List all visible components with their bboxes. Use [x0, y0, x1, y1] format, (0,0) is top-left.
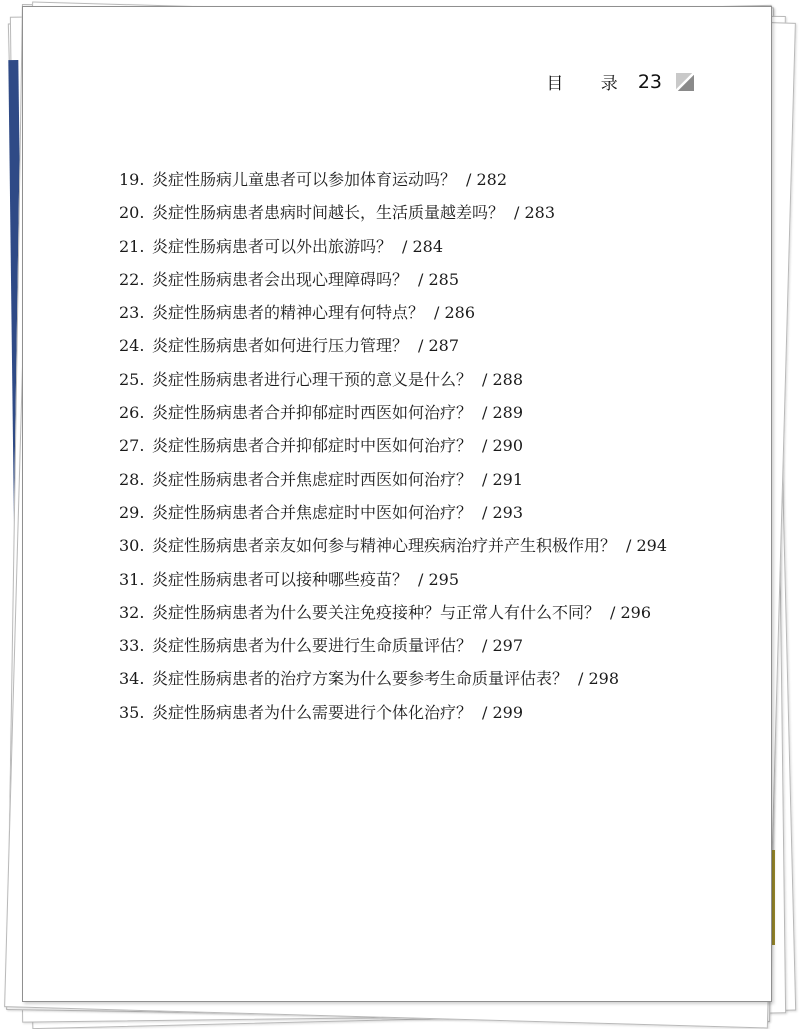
toc-entry-number: 33. — [119, 636, 145, 656]
toc-entry-title: 炎症性肠病患者合并抑郁症时西医如何治疗？ — [152, 403, 473, 423]
document-page — [22, 6, 772, 1002]
toc-entry[interactable] — [119, 296, 719, 329]
toc-entry-page: / 293 — [482, 503, 523, 522]
toc-entry-page: / 296 — [610, 603, 651, 622]
toc-entry-text — [152, 263, 719, 296]
toc-entry-text — [152, 329, 719, 362]
toc-entry-page: / 291 — [482, 470, 523, 489]
toc-entry[interactable] — [119, 629, 719, 662]
toc-entry[interactable] — [119, 363, 719, 396]
toc-entry-number: 22. — [119, 269, 145, 289]
toc-entry-number: 31. — [119, 569, 145, 589]
toc-entry-page: / 284 — [402, 237, 443, 256]
toc-entry[interactable] — [119, 396, 719, 429]
toc-entry-text — [152, 296, 719, 329]
toc-entry[interactable] — [119, 563, 719, 596]
toc-entry-text — [152, 696, 719, 729]
toc-entry-page: / 294 — [626, 536, 667, 555]
toc-entry-title: 炎症性肠病患者为什么需要进行个体化治疗？ — [152, 702, 473, 722]
toc-entry-page: / 288 — [482, 370, 523, 389]
page-corner-mark-icon — [676, 73, 694, 91]
toc-entry-text — [152, 463, 719, 496]
toc-entry-number: 35. — [119, 702, 145, 722]
toc-entry[interactable] — [119, 696, 719, 729]
toc-entry-title: 炎症性肠病患者如何进行压力管理？ — [152, 336, 409, 356]
table-of-contents — [119, 163, 719, 729]
toc-entry-title: 炎症性肠病患者可以接种哪些疫苗？ — [152, 569, 409, 589]
toc-entry-text — [152, 662, 719, 695]
toc-entry-title: 炎症性肠病患者进行心理干预的意义是什么？ — [152, 369, 473, 389]
toc-entry-text — [152, 563, 719, 596]
toc-entry-number: 29. — [119, 502, 145, 522]
toc-entry-text — [152, 363, 719, 396]
toc-entry-number: 30. — [119, 536, 145, 556]
toc-entry-page: / 283 — [514, 203, 555, 222]
toc-entry[interactable] — [119, 429, 719, 462]
toc-entry-text — [152, 196, 719, 229]
toc-entry-title: 炎症性肠病患者为什么要关注免疫接种？与正常人有什么不同？ — [152, 602, 601, 622]
toc-entry-page: / 287 — [418, 336, 459, 355]
toc-entry-number: 28. — [119, 469, 145, 489]
toc-entry[interactable] — [119, 529, 719, 562]
toc-entry-text — [152, 629, 719, 662]
toc-entry[interactable] — [119, 463, 719, 496]
toc-entry-page: / 289 — [482, 403, 523, 422]
toc-entry[interactable] — [119, 230, 719, 263]
toc-entry-title: 炎症性肠病患者患病时间越长，生活质量越差吗？ — [152, 203, 505, 223]
toc-entry-page: / 290 — [482, 436, 523, 455]
toc-entry-text — [152, 496, 719, 529]
section-title: 目 录 — [546, 74, 634, 94]
toc-entry-number: 21. — [119, 236, 145, 256]
toc-entry-text — [152, 396, 719, 429]
toc-entry-number: 23. — [119, 303, 145, 323]
toc-entry-page: / 299 — [482, 703, 523, 722]
toc-entry-title: 炎症性肠病患者合并焦虑症时西医如何治疗？ — [152, 469, 473, 489]
toc-entry-number: 20. — [119, 203, 145, 223]
toc-entry-text — [152, 596, 719, 629]
toc-entry-number: 25. — [119, 369, 145, 389]
toc-entry-page: / 298 — [578, 669, 619, 688]
toc-entry[interactable] — [119, 196, 719, 229]
page-header — [546, 69, 694, 94]
toc-entry[interactable] — [119, 596, 719, 629]
toc-entry-number: 19. — [119, 170, 145, 189]
toc-entry-title: 炎症性肠病患者可以外出旅游吗？ — [152, 236, 393, 256]
toc-entry-number: 27. — [119, 436, 145, 456]
toc-entry-number: 24. — [119, 336, 145, 356]
toc-entry[interactable] — [119, 163, 719, 196]
toc-entry-page: / 285 — [418, 270, 459, 289]
toc-entry-title: 炎症性肠病患者为什么要进行生命质量评估？ — [152, 636, 473, 656]
toc-entry-text — [152, 230, 719, 263]
toc-entry-title: 炎症性肠病儿童患者可以参加体育运动吗？ — [152, 170, 457, 189]
toc-entry[interactable] — [119, 662, 719, 695]
toc-entry-title: 炎症性肠病患者的精神心理有何特点？ — [152, 303, 425, 323]
toc-entry[interactable] — [119, 496, 719, 529]
page-number: 23 — [637, 70, 662, 93]
toc-entry-title: 炎症性肠病患者合并抑郁症时中医如何治疗？ — [152, 436, 473, 456]
toc-entry-title: 炎症性肠病患者亲友如何参与精神心理疾病治疗并产生积极作用？ — [152, 536, 617, 556]
toc-entry-number: 34. — [119, 669, 145, 689]
toc-entry-text — [152, 529, 719, 562]
toc-entry-page: / 286 — [434, 303, 475, 322]
toc-entry-page: / 297 — [482, 636, 523, 655]
toc-entry-title: 炎症性肠病患者会出现心理障碍吗？ — [152, 269, 409, 289]
toc-entry-text — [152, 429, 719, 462]
toc-entry-title: 炎症性肠病患者的治疗方案为什么要参考生命质量评估表？ — [152, 669, 569, 689]
toc-entry-title: 炎症性肠病患者合并焦虑症时中医如何治疗？ — [152, 502, 473, 522]
toc-entry-page: / 282 — [466, 170, 507, 189]
toc-entry-page: / 295 — [418, 570, 459, 589]
toc-entry-text — [152, 163, 719, 196]
toc-entry-number: 32. — [119, 602, 145, 622]
toc-entry[interactable] — [119, 263, 719, 296]
toc-entry[interactable] — [119, 329, 719, 362]
toc-entry-number: 26. — [119, 403, 145, 423]
